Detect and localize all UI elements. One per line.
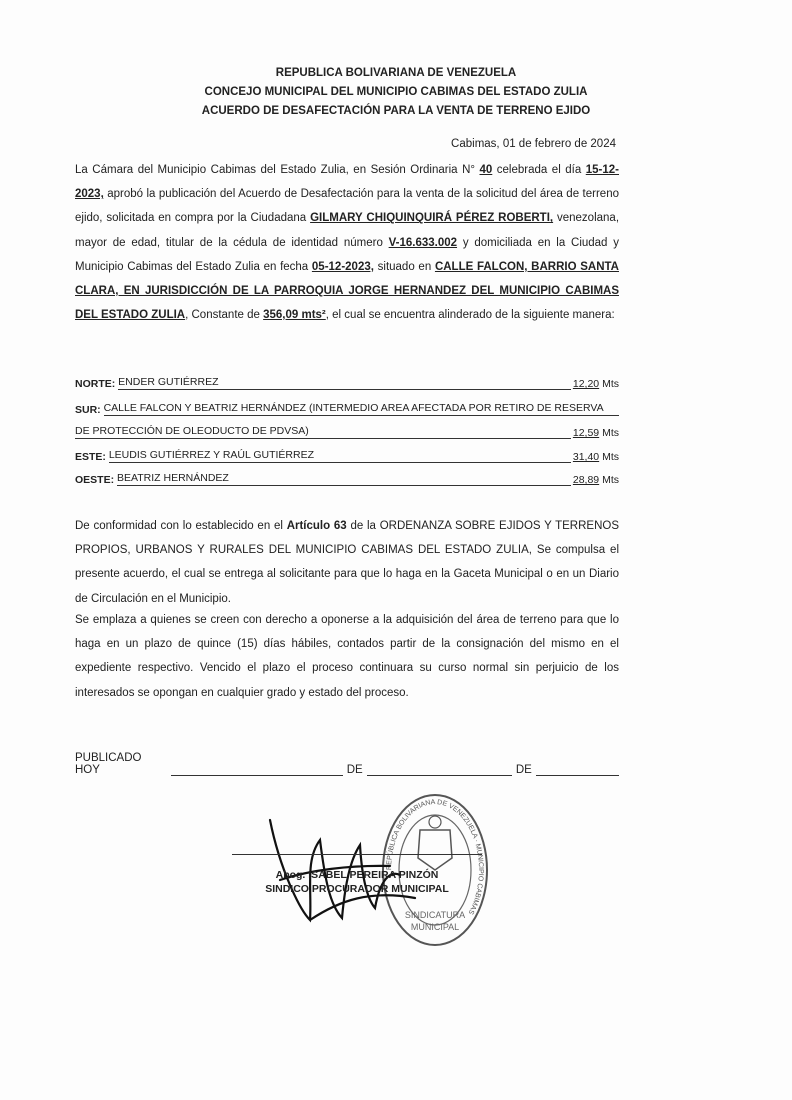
measure-number: 28,89 [572, 474, 600, 486]
id-number: V-16.633.002 [388, 236, 458, 249]
boundary-north [75, 374, 619, 390]
signature-block [232, 868, 482, 896]
boundary-value: DE PROTECCIÓN DE OLEODUCTO DE PDVSA) [75, 425, 571, 439]
boundary-measure [571, 378, 619, 390]
boundary-value: ENDER GUTIÉRREZ [118, 376, 571, 390]
property-location: CALLE FALCON, BARRIO SANTA CLARA, EN JURISDICCIÓN DE LA PARROQUIA JORGE HERNANDEZ DEL MUNICIPIO CABIMAS DEL ESTADO ZULIA [75, 260, 619, 322]
intro-text-2: celebrada el día [492, 164, 586, 176]
document-header [0, 64, 792, 121]
publication-line [75, 752, 619, 776]
intro-text-3: aprobó la publicación del Acuerdo de Desafectación para la venta de la solicitud del área de terreno ejido, solicitada en compra por la Ciudadana [75, 188, 619, 225]
request-date: 05-12-2023, [311, 260, 374, 273]
intro-text-1: La Cámara del Municipio Cabimas del Estado Zulia, en Sesión Ordinaria N° [75, 164, 480, 176]
para2-text-1: De conformidad con lo establecido en el [75, 520, 287, 532]
published-month-blank [367, 763, 512, 776]
published-year-blank [536, 763, 619, 776]
applicant-name: GILMARY CHIQUINQUIRÁ PÉREZ ROBERTI, [310, 212, 554, 225]
boundary-value: CALLE FALCON Y BEATRIZ HERNÁNDEZ (INTERMEDIO AREA AFECTADA POR RETIRO DE RESERVA [104, 402, 619, 416]
measure-unit: Mts [599, 427, 619, 439]
handwritten-signature [250, 800, 430, 930]
boundary-measure [571, 474, 619, 486]
measure-number: 12,59 [572, 427, 600, 439]
intro-text-6: situado en [373, 260, 435, 273]
published-label: PUBLICADO HOY [75, 752, 142, 776]
boundary-label: NORTE: [75, 378, 119, 390]
signature-line [232, 854, 482, 855]
boundary-west [75, 470, 619, 486]
intro-text-7: , Constante de [185, 309, 264, 322]
signatory-name: Abog. ISABEL PEREIRA PINZÓN [275, 869, 439, 881]
boundary-south [75, 400, 619, 416]
intro-text-5: y domiciliada en la Ciudad y Municipio Cabimas del Estado Zulia en fecha [75, 236, 619, 273]
para2-text-2: de la ORDENANZA SOBRE EJIDOS Y TERRENOS PROPIOS, URBANOS Y RURALES DEL MUNICIPIO CABIMAS DEL ESTADO ZULIA, Se compulsa el presente acuerdo, el cual se entrega al solicitante para que lo haga en la Gaceta Municipal o en un Diario de Circulación en el Municipio. [75, 520, 620, 605]
boundary-east [75, 447, 619, 463]
property-area: 356,09 mts² [263, 309, 326, 322]
legal-basis-paragraph [75, 514, 619, 611]
header-line-2: CONCEJO MUNICIPAL DEL MUNICIPIO CABIMAS DEL ESTADO ZULIA [204, 86, 588, 98]
published-de-2: DE [515, 764, 532, 776]
boundary-label: OESTE: [75, 474, 118, 486]
seal-ring-text: REPÚBLICA BOLIVARIANA DE VENEZUELA · MUNICIPIO CABIMAS [385, 798, 485, 916]
measure-unit: Mts [599, 451, 619, 463]
measure-unit: Mts [599, 474, 619, 486]
measure-number: 31,40 [572, 451, 600, 463]
intro-paragraph [75, 158, 619, 327]
session-number: 40 [479, 164, 493, 176]
document-date: Cabimas, 01 de febrero de 2024 [451, 138, 616, 150]
intro-text-8: , el cual se encuentra alinderado de la siguiente manera: [325, 309, 615, 322]
boundary-label: SUR: [75, 404, 104, 416]
measure-unit: Mts [599, 378, 619, 390]
seal-line-1: SINDICATURA [404, 910, 466, 920]
header-line-3: ACUERDO DE DESAFECTACIÓN PARA LA VENTA DE TERRENO EJIDO [201, 105, 591, 117]
opposition-paragraph: Se emplaza a quienes se creen con derecho a oponerse a la adquisición del área de terreno para que lo haga en un plazo de quince (15) días hábiles, contados partir de la consignación del mismo en el expediente respectivo. Vencido el plazo el proceso continuara su curso normal sin perjuicio de los interesados se opongan en cualquier grado y estado del proceso. [75, 614, 619, 699]
boundary-south-continued [75, 423, 619, 439]
boundary-value: BEATRIZ HERNÁNDEZ [117, 472, 571, 486]
boundary-value: LEUDIS GUTIÉRREZ Y RAÚL GUTIÉRREZ [109, 449, 571, 463]
boundary-measure [571, 451, 619, 463]
published-de-1: DE [346, 764, 363, 776]
session-date: 15-12-2023, [75, 164, 619, 201]
article-reference: Artículo 63 [286, 520, 347, 532]
boundary-label: ESTE: [75, 451, 109, 463]
signatory-title: SINDICO PROCURADOR MUNICIPAL [265, 883, 449, 895]
measure-number: 12,20 [572, 378, 600, 390]
intro-text-4: venezolana, mayor de edad, titular de la cédula de identidad número [75, 212, 620, 249]
seal-line-2: MUNICIPAL [410, 922, 460, 932]
header-line-1: REPUBLICA BOLIVARIANA DE VENEZUELA [275, 67, 517, 79]
boundary-measure [571, 427, 619, 439]
published-day-blank [171, 763, 343, 776]
